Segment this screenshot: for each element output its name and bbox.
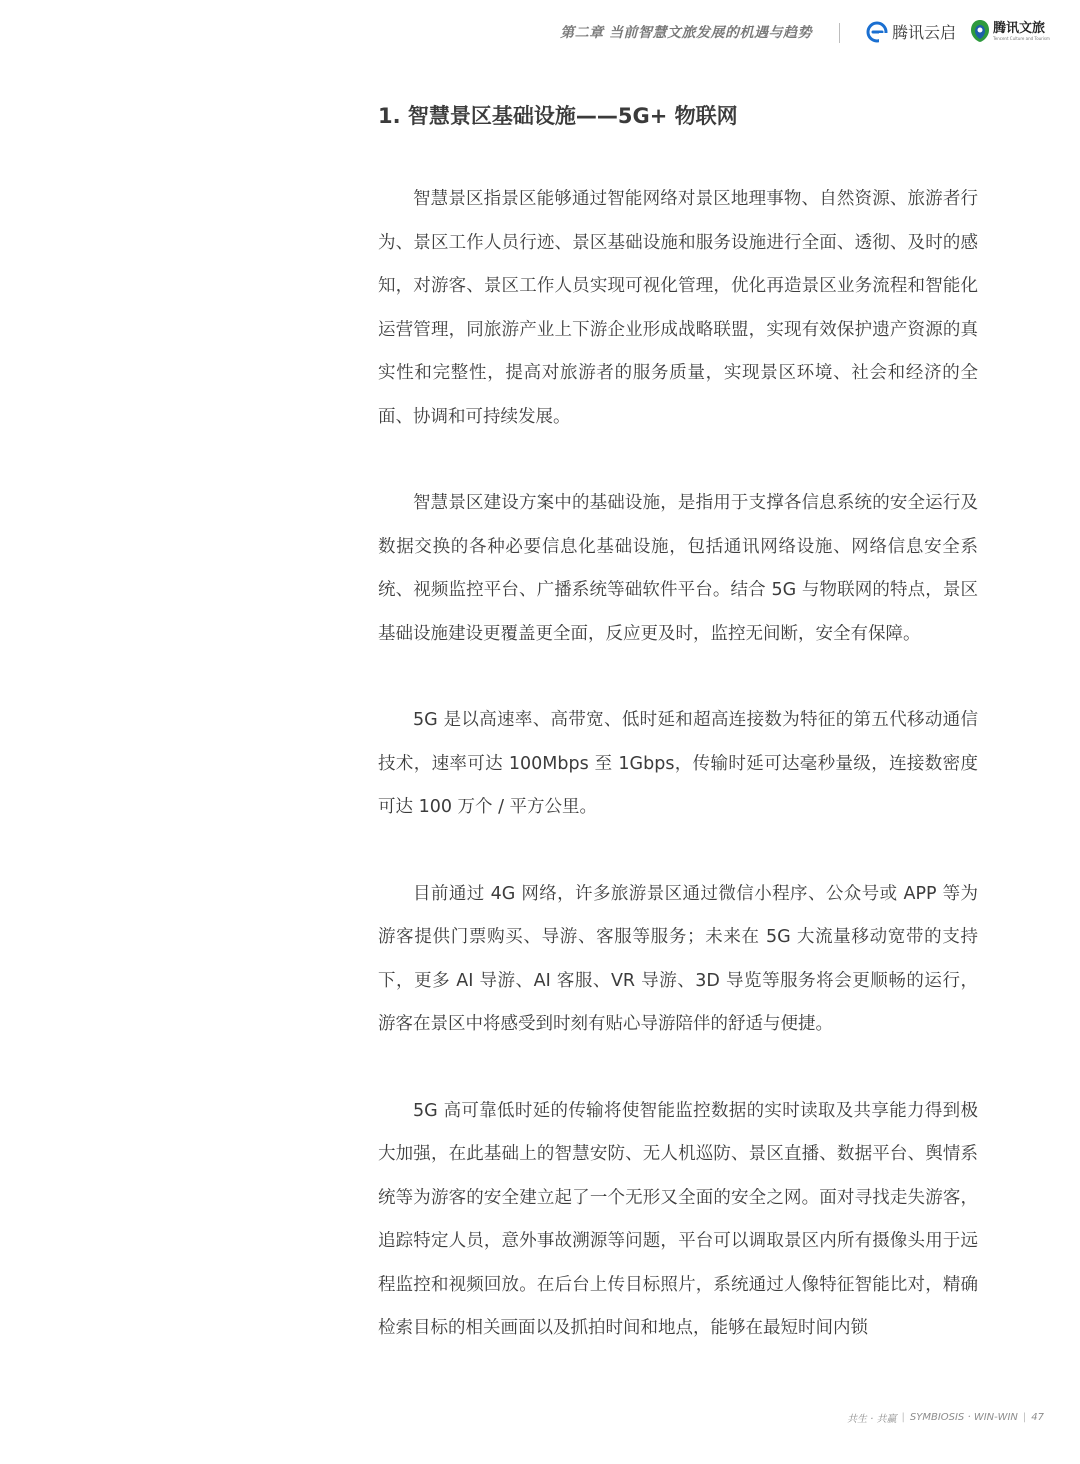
wenlv-logo-icon	[970, 19, 990, 43]
section-heading: 1. 智慧景区基础设施——5G+ 物联网	[378, 104, 738, 128]
cloud-logo-text: 腾讯云启	[892, 23, 957, 42]
footer-slogan-en: SYMBIOSIS · WIN-WIN	[909, 1412, 1018, 1423]
footer-separator: |	[901, 1412, 905, 1423]
header-divider	[839, 23, 840, 43]
paragraph-infrastructure: 智慧景区建设方案中的基础设施，是指用于支撑各信息系统的安全运行及数据交换的各种必要信息化基础设施，包括通讯网络设施、网络信息安全系统、视频监控平台、广播系统等础软件平台。结合 5G 与物联网的特点，景区基础设施建设更覆盖更全面，反应更及时，监控无间断，安全有保障。	[378, 493, 978, 644]
footer-separator: |	[1022, 1412, 1027, 1423]
paragraph-5g-security: 5G 高可靠低时延的传输将使智能监控数据的实时读取及共享能力得到极大加强，在此基础上的智慧安防、无人机巡防、景区直播、数据平台、舆情系统等为游客的安全建立起了一个无形又全面的安全之网。面对寻找走失游客，追踪特定人员，意外事故溯源等问题，平台可以调取景区内所有摄像头用于远程监控和视频回放。在后台上传目标照片，系统通过人像特征智能比对，精确检索目标的相关画面以及抓拍时间和地点，能够在最短时间内锁	[378, 1100, 978, 1338]
page-footer	[847, 1410, 1044, 1425]
wenlv-logo-subtext: Tencent Culture and Tourism	[993, 35, 1050, 41]
article-body	[378, 178, 978, 1394]
wenlv-logo-text: 腾讯文旅	[993, 20, 1046, 36]
wenlv-logo-text-group	[993, 22, 1050, 41]
page-header	[0, 18, 1080, 50]
footer-slogan-cn: 共生 · 共赢	[846, 1414, 897, 1425]
paragraph-4g-services: 目前通过 4G 网络，许多旅游景区通过微信小程序、公众号或 APP 等为游客提供门票购买、导游、客服等服务；未来在 5G 大流量移动宽带的支持下，更多 AI 导游、AI 客服、VR 导游、3D 导览等服务将会更顺畅的运行，游客在景区中将感受到时刻有贴心导游陪伴的舒适与便捷。	[378, 883, 978, 1034]
chapter-title: 第二章 当前智慧文旅发展的机遇与趋势	[560, 25, 812, 41]
tencent-cloud-logo	[866, 20, 956, 43]
cloud-logo-icon	[866, 21, 888, 43]
page-number: 47	[1031, 1412, 1044, 1423]
paragraph-5g-definition: 5G 是以高速率、高带宽、低时延和超高连接数为特征的第五代移动通信技术，速率可达 100Mbps 至 1Gbps，传输时延可达毫秒量级，连接数密度可达 100 万个 / 平方公里。	[378, 710, 978, 817]
tencent-wenlv-logo	[970, 19, 1050, 43]
paragraph-intro: 智慧景区指景区能够通过智能网络对景区地理事物、自然资源、旅游者行为、景区工作人员行迹、景区基础设施和服务设施进行全面、透彻、及时的感知，对游客、景区工作人员实现可视化管理，优化再造景区业务流程和智能化运营管理，同旅游产业上下游企业形成战略联盟，实现有效保护遗产资源的真实性和完整性，提高对旅游者的服务质量，实现景区环境、社会和经济的全面、协调和可持续发展。	[378, 189, 978, 427]
